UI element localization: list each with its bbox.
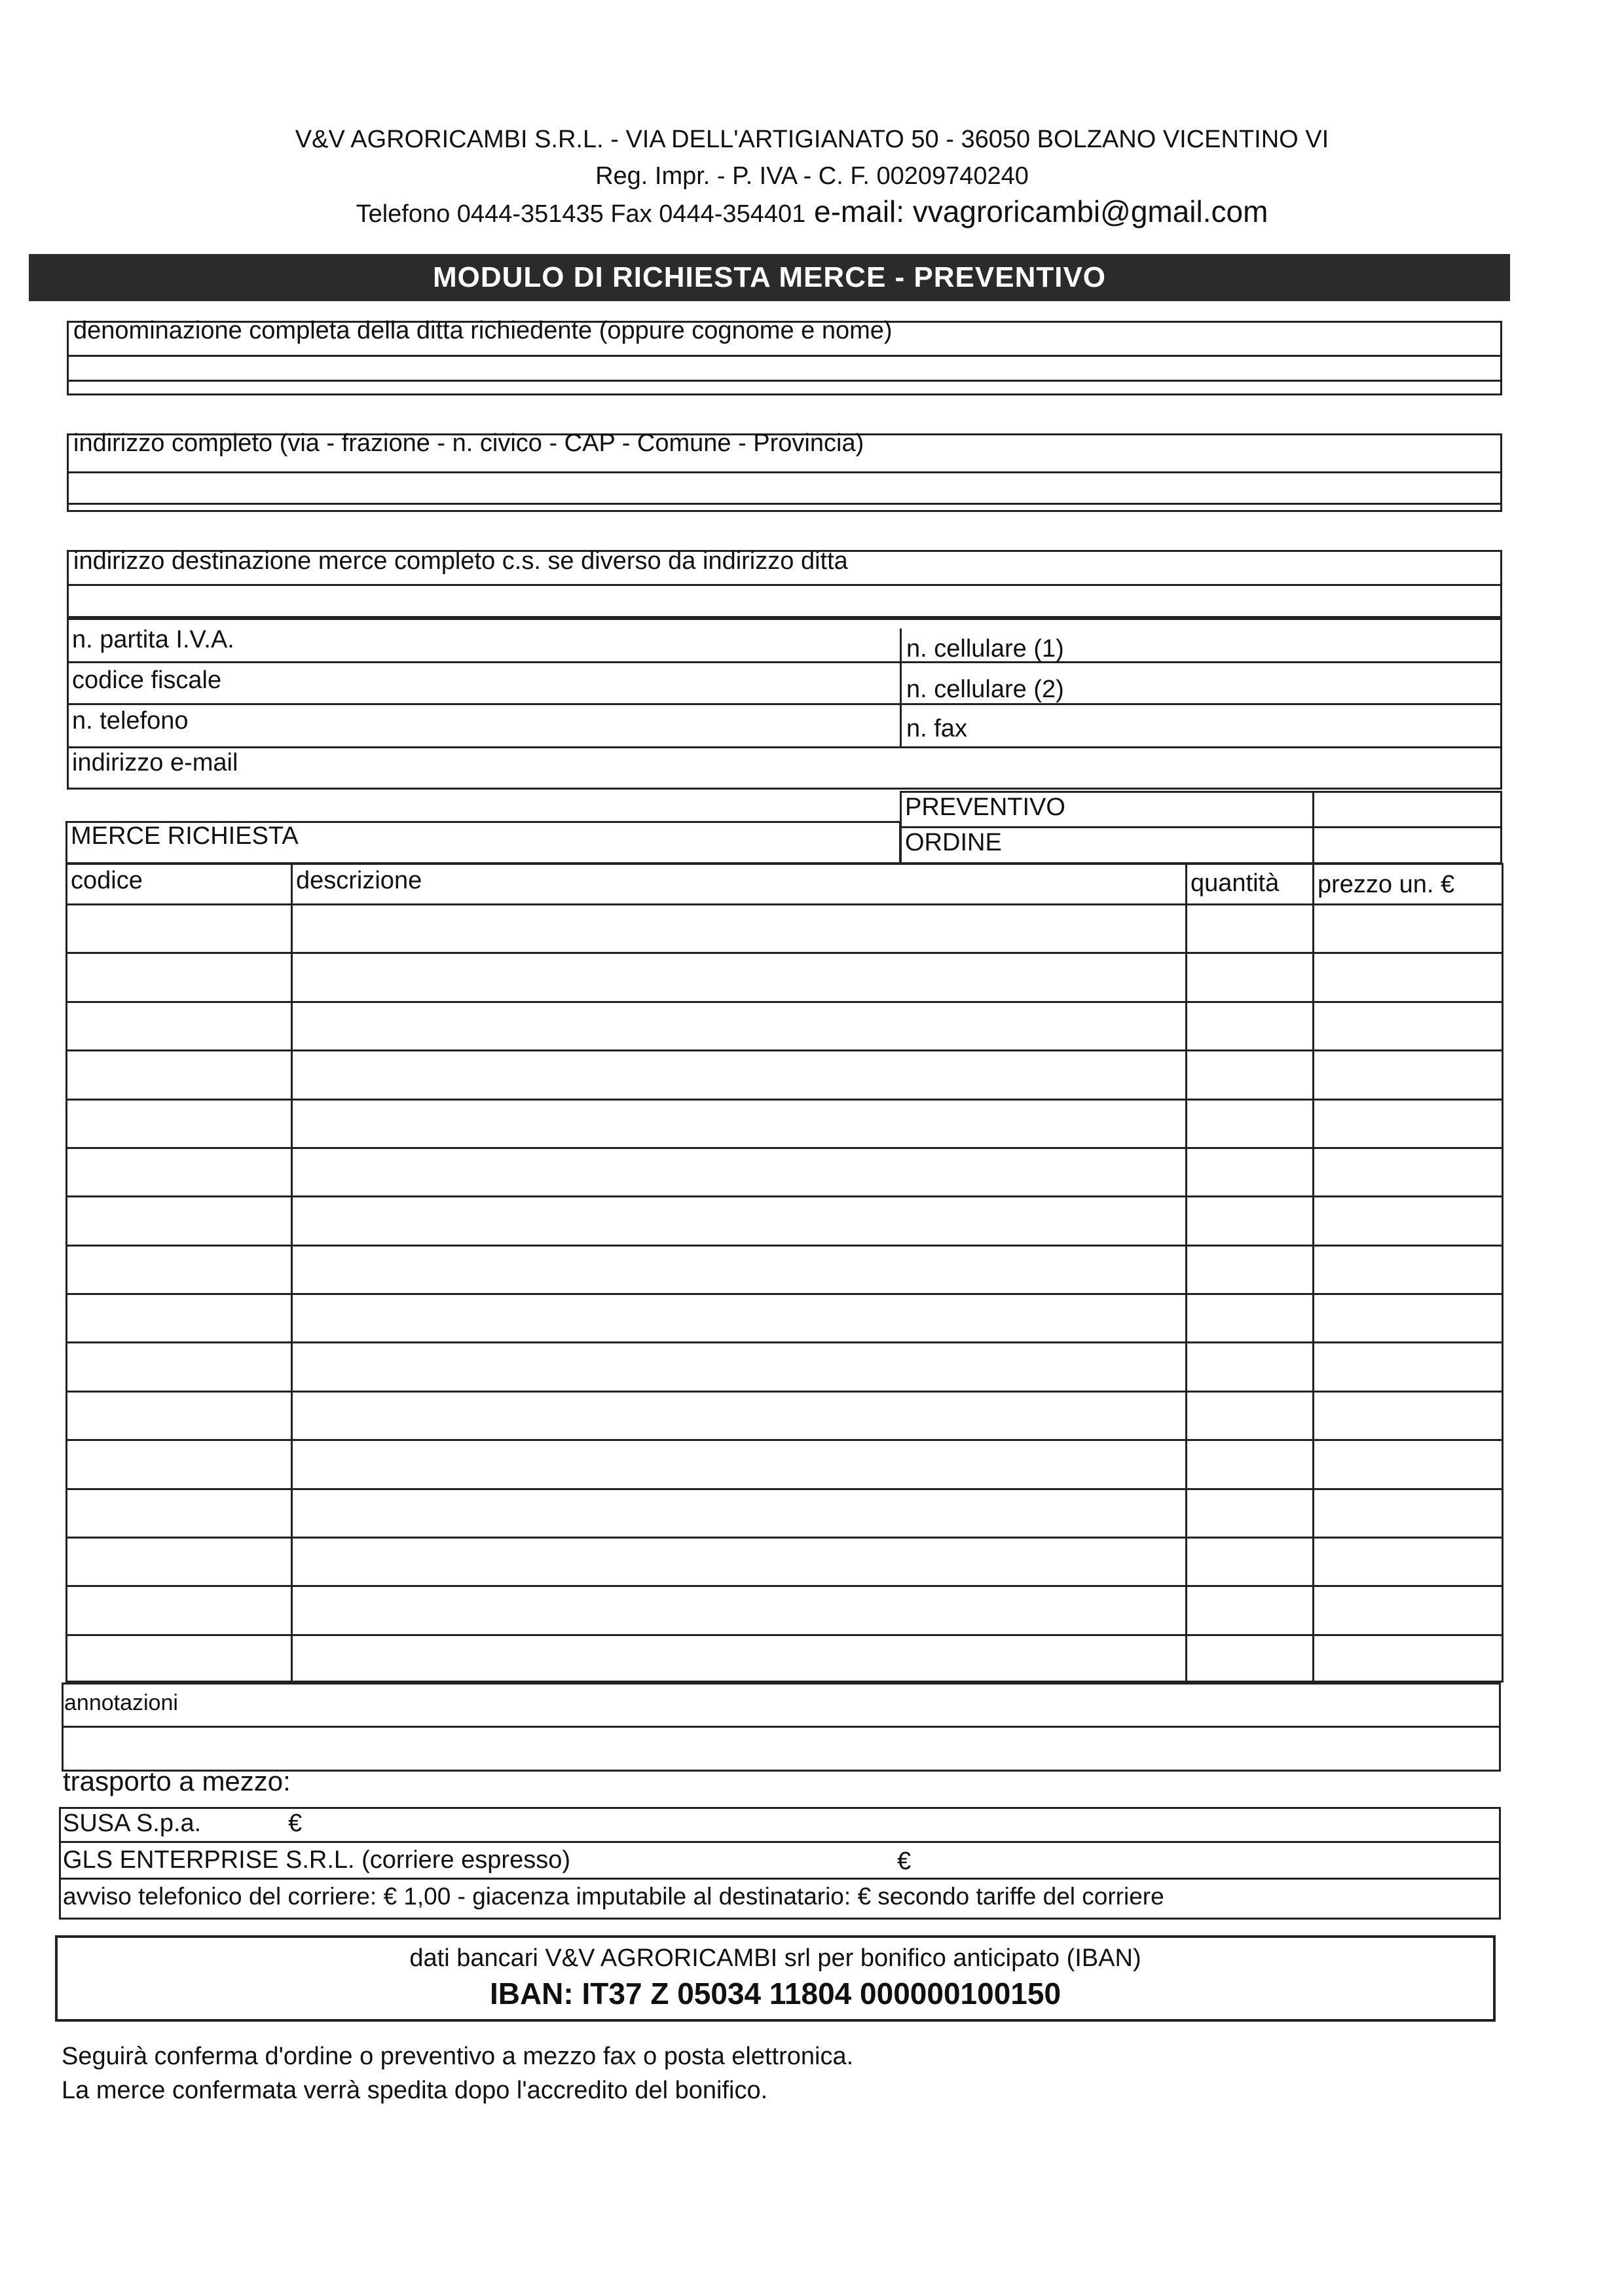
carrier-susa-option[interactable] <box>314 1810 1493 1838</box>
mobile2-label: n. cellulare (2) <box>906 676 1064 703</box>
contacts-row-1 <box>67 661 1502 663</box>
table-row[interactable] <box>67 1587 1502 1633</box>
goods-section-label: MERCE RICHIESTA <box>71 822 299 850</box>
carrier-gls-label: GLS ENTERPRISE S.R.L. (corriere espresso) <box>63 1846 570 1874</box>
contacts-row-3 <box>67 746 1502 748</box>
notes-label: annotazioni <box>64 1690 178 1715</box>
company-name-field[interactable] <box>73 359 1496 393</box>
company-name-divider <box>67 355 1502 357</box>
carrier-susa-label: SUSA S.p.a. <box>63 1810 202 1837</box>
company-address: V&V AGRORICAMBI S.R.L. - VIA DELL'ARTIGIANATO 50 - 36050 BOLZANO VICENTINO VI <box>295 126 1329 153</box>
mobile1-field[interactable] <box>1139 629 1493 659</box>
table-row[interactable] <box>67 1197 1502 1243</box>
form-title: MODULO DI RICHIESTA MERCE - PREVENTIVO <box>29 254 1510 301</box>
table-row[interactable] <box>67 954 1502 1000</box>
courier-notice: avviso telefonico del corriere: € 1,00 - giacenza imputabile al destinatario: € secondo tariffe del corriere <box>63 1883 1164 1910</box>
table-row[interactable] <box>67 1343 1502 1389</box>
request-type-divider <box>900 826 1502 828</box>
mobile2-field[interactable] <box>1139 665 1493 701</box>
destination-field[interactable] <box>73 588 1496 615</box>
vat-label: n. partita I.V.A. <box>72 626 234 653</box>
contacts-col-divider <box>900 629 902 746</box>
destination-label: indirizzo destinazione merce completo c.s. se diverso da indirizzo ditta <box>73 547 848 575</box>
table-row[interactable] <box>67 1247 1502 1292</box>
table-row[interactable] <box>67 1636 1502 1682</box>
vat-field[interactable] <box>275 629 891 659</box>
request-type-col <box>1312 791 1314 864</box>
destination-divider <box>67 584 1502 586</box>
footer-shipping-note: La merce confermata verrà spedita dopo l'accredito del bonifico. <box>62 2077 768 2104</box>
table-row[interactable] <box>67 1490 1502 1536</box>
phone-field[interactable] <box>275 707 891 744</box>
notes-field[interactable] <box>65 1728 1497 1768</box>
table-row[interactable] <box>67 905 1502 951</box>
table-row[interactable] <box>67 1295 1502 1341</box>
company-name-label: denominazione completa della ditta richiedente (oppure cognome e nome) <box>73 317 893 344</box>
column-header-description: descrizione <box>296 867 422 894</box>
quote-checkbox[interactable] <box>1316 793 1500 825</box>
email-field[interactable] <box>275 750 1493 787</box>
contacts-row-2 <box>67 703 1502 705</box>
company-contacts <box>196 194 1428 229</box>
email-label: indirizzo e-mail <box>72 749 238 776</box>
notes-divider <box>62 1726 1501 1728</box>
column-header-unit-price: prezzo un. € <box>1318 871 1455 898</box>
quote-label: PREVENTIVO <box>905 793 1065 821</box>
table-row[interactable] <box>67 1003 1502 1049</box>
phone-fax: Telefono 0444-351435 Fax 0444-354401 <box>356 200 806 228</box>
shipping-row-2 <box>59 1878 1501 1880</box>
fax-label: n. fax <box>906 715 967 742</box>
table-row[interactable] <box>67 1149 1502 1195</box>
tax-code-label: codice fiscale <box>72 666 222 694</box>
shipping-label: trasporto a mezzo: <box>63 1766 291 1796</box>
company-name-line <box>67 380 1502 382</box>
table-row[interactable] <box>67 1101 1502 1146</box>
iban-value: IBAN: IT37 Z 05034 11804 000000100150 <box>489 1977 1061 2011</box>
table-row[interactable] <box>67 1441 1502 1487</box>
carrier-gls-option[interactable] <box>923 1844 1493 1875</box>
table-row[interactable] <box>67 1393 1502 1438</box>
phone-label: n. telefono <box>72 707 189 735</box>
address-label: indirizzo completo (via - frazione - n. civico - CAP - Comune - Provincia) <box>73 429 864 457</box>
column-header-code: codice <box>71 867 143 894</box>
table-row[interactable] <box>67 1539 1502 1584</box>
address-line <box>67 503 1502 505</box>
fax-field[interactable] <box>1139 707 1493 744</box>
footer-confirmation: Seguirà conferma d'ordine o preventivo a mezzo fax o posta elettronica. <box>62 2043 854 2070</box>
address-divider <box>67 471 1502 473</box>
mobile1-label: n. cellulare (1) <box>906 635 1064 663</box>
tax-code-field[interactable] <box>275 665 891 701</box>
table-row[interactable] <box>67 1051 1502 1097</box>
column-header-quantity: quantità <box>1190 869 1280 897</box>
order-label: ORDINE <box>905 829 1002 856</box>
shipping-row-1 <box>59 1841 1501 1843</box>
company-registration: Reg. Impr. - P. IVA - C. F. 00209740240 <box>595 162 1029 190</box>
bank-label: dati bancari V&V AGRORICAMBI srl per bonifico anticipato (IBAN) <box>409 1944 1141 1972</box>
carrier-gls-currency: € <box>897 1848 912 1875</box>
order-checkbox[interactable] <box>1316 829 1500 862</box>
company-email: e-mail: vvagroricambi@gmail.com <box>805 194 1268 228</box>
carrier-susa-currency: € <box>288 1810 303 1837</box>
